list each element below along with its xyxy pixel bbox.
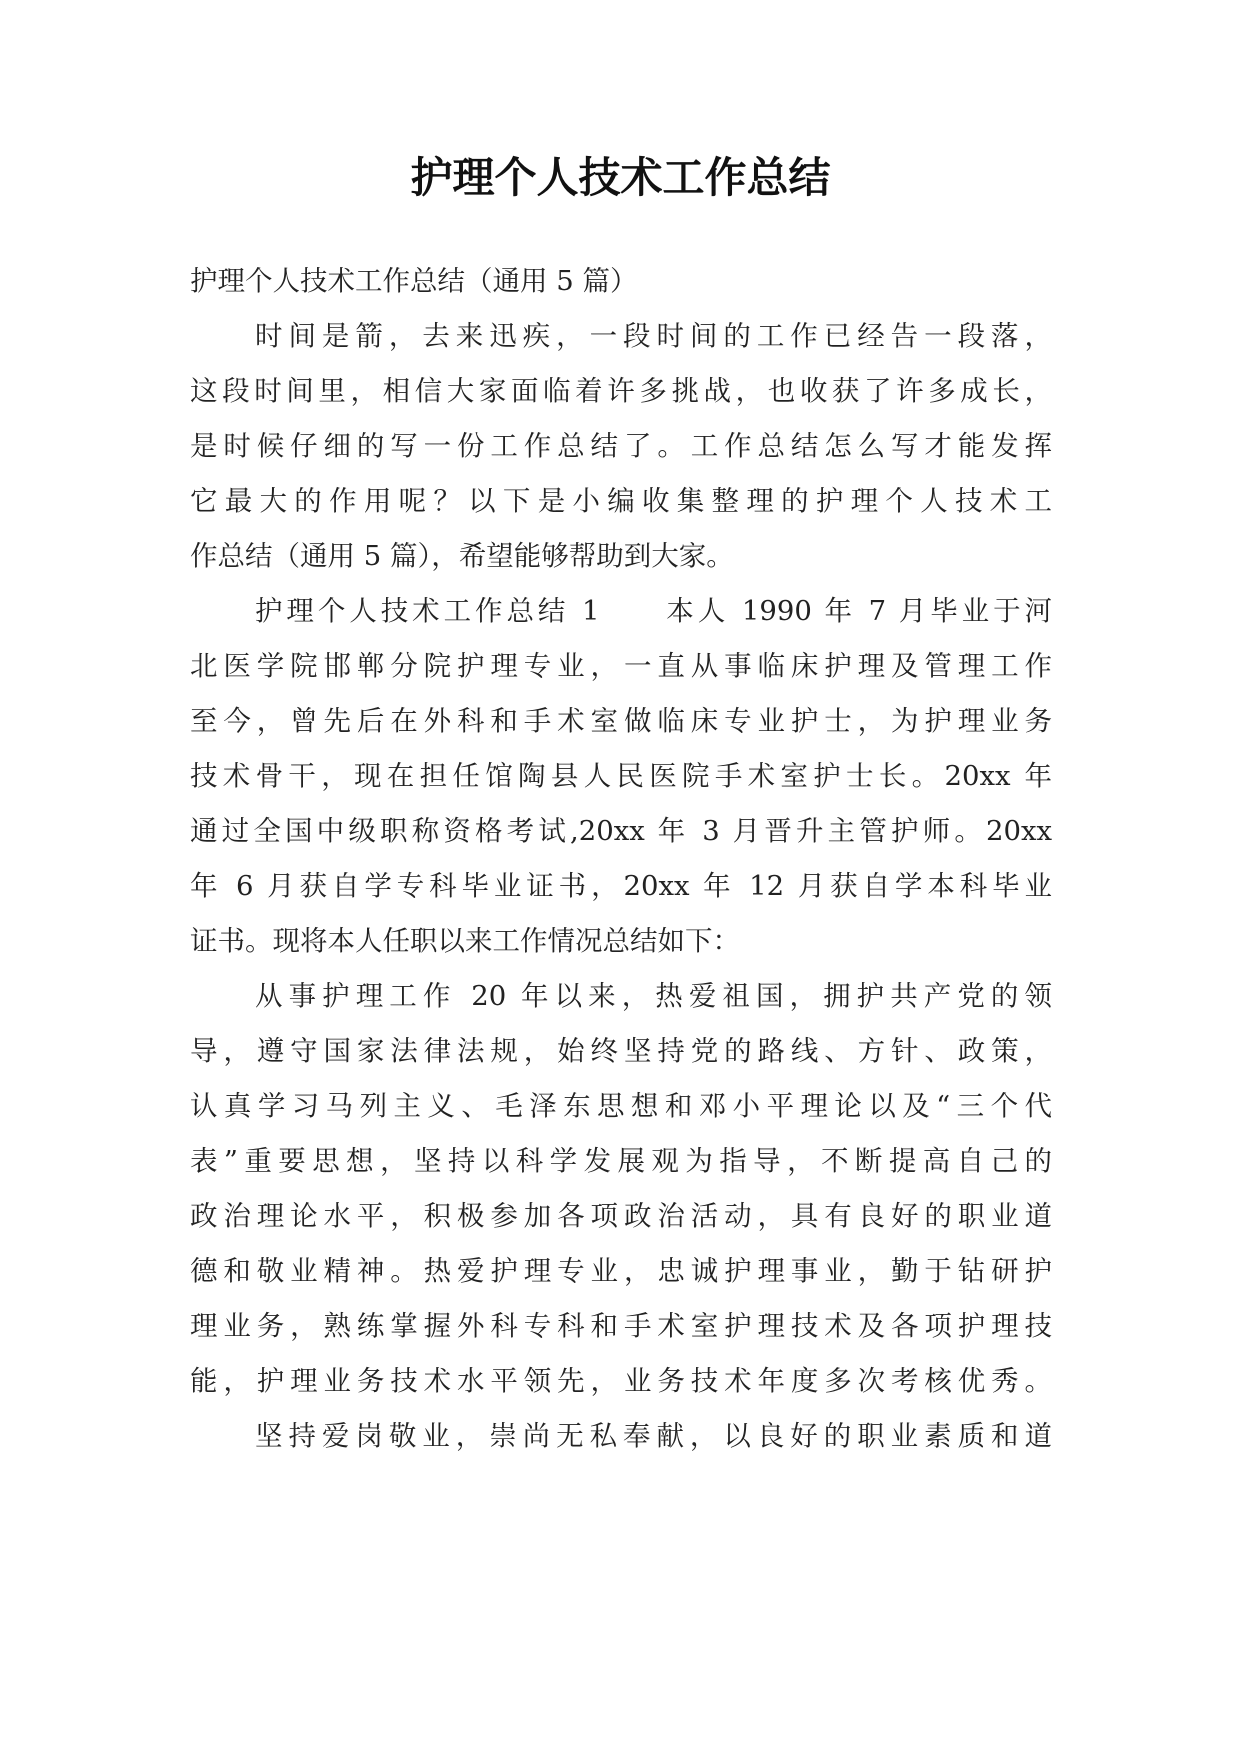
text-line: 通过全国中级职称资格考试,20xx 年 3 月晋升主管护师。20xx <box>190 815 1052 847</box>
document-subtitle: 护理个人技术工作总结（通用 5 篇） <box>190 265 638 297</box>
text-line: 德和敬业精神。热爱护理专业，忠诚护理事业，勤于钻研护 <box>190 1255 1052 1287</box>
text-line: 政治理论水平，积极参加各项政治活动，具有良好的职业道 <box>190 1200 1052 1232</box>
text-line: 理业务，熟练掌握外科专科和手术室护理技术及各项护理技 <box>190 1310 1052 1342</box>
text-line: 能，护理业务技术水平领先，业务技术年度多次考核优秀。 <box>190 1365 1052 1397</box>
text-line: 坚持爱岗敬业，崇尚无私奉献，以良好的职业素质和道 <box>255 1420 1052 1452</box>
text-line: 这段时间里，相信大家面临着许多挑战，也收获了许多成长， <box>190 375 1052 407</box>
text-line: 年 6 月获自学专科毕业证书，20xx 年 12 月获自学本科毕业 <box>190 870 1052 902</box>
text-line: 作总结（通用 5 篇），希望能够帮助到大家。 <box>190 540 734 572</box>
text-line: 至今，曾先后在外科和手术室做临床专业护士，为护理业务 <box>190 705 1052 737</box>
text-line: 表”重要思想，坚持以科学发展观为指导，不断提高自己的 <box>190 1145 1052 1177</box>
text-line: 北医学院邯郸分院护理专业，一直从事临床护理及管理工作 <box>190 650 1052 682</box>
text-line: 它最大的作用呢？以下是小编收集整理的护理个人技术工 <box>190 485 1052 517</box>
text-line: 证书。现将本人任职以来工作情况总结如下： <box>190 925 740 957</box>
document-title: 护理个人技术工作总结 <box>410 153 831 202</box>
text-line: 护理个人技术工作总结 1 本人 1990 年 7 月毕业于河 <box>255 595 1052 627</box>
text-line: 技术骨干，现在担任馆陶县人民医院手术室护士长。20xx 年 <box>190 760 1052 792</box>
text-line: 时间是箭，去来迅疾，一段时间的工作已经告一段落， <box>255 320 1052 352</box>
text-line: 认真学习马列主义、毛泽东思想和邓小平理论以及“三个代 <box>190 1090 1052 1122</box>
text-line: 是时候仔细的写一份工作总结了。工作总结怎么写才能发挥 <box>190 430 1052 462</box>
text-line: 从事护理工作 20 年以来，热爱祖国，拥护共产党的领 <box>255 980 1052 1012</box>
text-line: 导，遵守国家法律法规，始终坚持党的路线、方针、政策， <box>190 1035 1052 1067</box>
